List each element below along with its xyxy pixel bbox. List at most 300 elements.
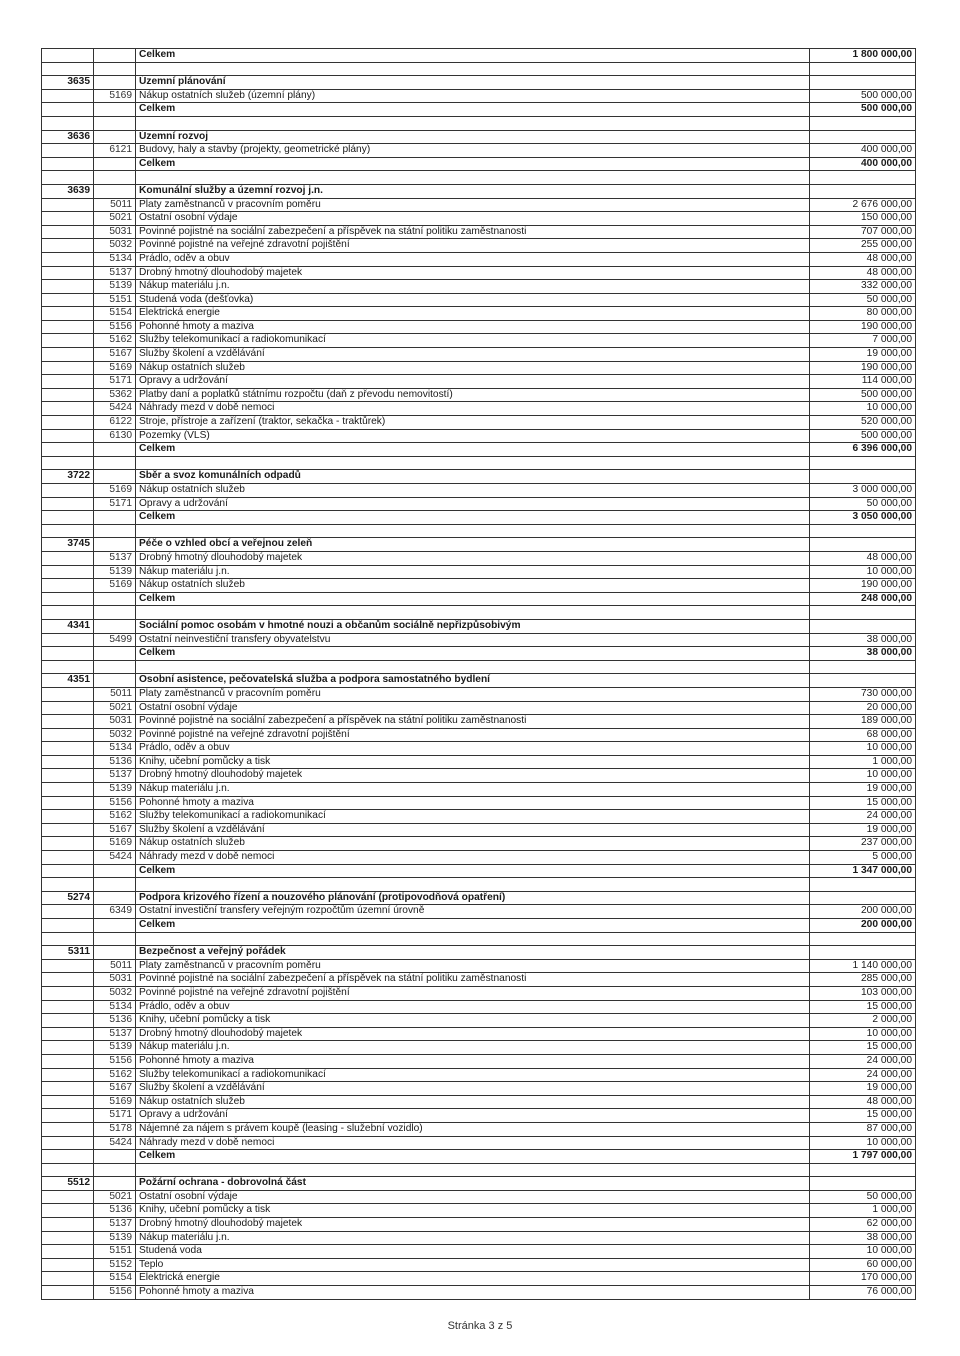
spacer-row xyxy=(42,660,916,674)
item-amount: 1 000,00 xyxy=(810,755,916,769)
item-amount: 48 000,00 xyxy=(810,551,916,565)
item-label: Povinné pojistné na sociální zabezpečení a příspěvek na státní politiku zaměstnanosti xyxy=(136,225,810,239)
budget-table xyxy=(41,48,916,1300)
total-amount: 248 000,00 xyxy=(810,592,916,606)
item-label: Služby telekomunikací a radiokomunikací xyxy=(136,1068,810,1082)
item-amount: 190 000,00 xyxy=(810,579,916,593)
item-code-empty xyxy=(94,919,136,933)
item-label: Drobný hmotný dlouhodobý majetek xyxy=(136,1218,810,1232)
item-row xyxy=(42,293,916,307)
item-label: Ostatní neinvestiční transfery obyvatelstvu xyxy=(136,633,810,647)
item-amount: 24 000,00 xyxy=(810,810,916,824)
item-amount: 190 000,00 xyxy=(810,361,916,375)
empty-cell xyxy=(94,456,136,470)
item-label: Pozemky (VLS) xyxy=(136,429,810,443)
item-label: Pohonné hmoty a maziva xyxy=(136,320,810,334)
item-amount: 10 000,00 xyxy=(810,1027,916,1041)
section-code-empty xyxy=(42,647,94,661)
item-code: 5151 xyxy=(94,1245,136,1259)
item-amount: 48 000,00 xyxy=(810,266,916,280)
empty-cell xyxy=(94,878,136,892)
section-code-empty xyxy=(42,402,94,416)
item-row xyxy=(42,280,916,294)
empty-cell xyxy=(810,116,916,130)
item-label: Nákup ostatních služeb xyxy=(136,1095,810,1109)
empty-cell xyxy=(42,1163,94,1177)
spacer-row xyxy=(42,171,916,185)
section-code-empty xyxy=(42,728,94,742)
item-code: 5171 xyxy=(94,497,136,511)
section-code-empty xyxy=(42,715,94,729)
section-code-empty xyxy=(42,388,94,402)
item-code: 5154 xyxy=(94,1272,136,1286)
item-row xyxy=(42,1190,916,1204)
item-row xyxy=(42,388,916,402)
item-row xyxy=(42,769,916,783)
empty-cell xyxy=(810,660,916,674)
section-code-empty xyxy=(42,280,94,294)
item-amount: 24 000,00 xyxy=(810,1068,916,1082)
section-code-empty xyxy=(42,361,94,375)
section-code: 3639 xyxy=(42,184,94,198)
amount-empty xyxy=(810,184,916,198)
item-row xyxy=(42,810,916,824)
section-code-empty xyxy=(42,252,94,266)
section-code: 3745 xyxy=(42,538,94,552)
item-amount: 7 000,00 xyxy=(810,334,916,348)
section-code-empty xyxy=(42,307,94,321)
empty-cell xyxy=(136,62,810,76)
item-label: Pohonné hmoty a maziva xyxy=(136,1054,810,1068)
section-header-row xyxy=(42,1177,916,1191)
section-code-empty xyxy=(42,157,94,171)
section-header-row xyxy=(42,619,916,633)
section-code-empty xyxy=(42,986,94,1000)
item-amount: 48 000,00 xyxy=(810,1095,916,1109)
item-amount: 707 000,00 xyxy=(810,225,916,239)
item-amount: 2 000,00 xyxy=(810,1014,916,1028)
item-amount: 50 000,00 xyxy=(810,497,916,511)
item-code: 5139 xyxy=(94,783,136,797)
empty-cell xyxy=(136,456,810,470)
section-title: Bezpečnost a veřejný pořádek xyxy=(136,946,810,960)
item-amount: 24 000,00 xyxy=(810,1054,916,1068)
section-code: 3636 xyxy=(42,130,94,144)
amount-empty xyxy=(810,538,916,552)
item-amount: 20 000,00 xyxy=(810,701,916,715)
empty-cell xyxy=(42,606,94,620)
item-amount: 189 000,00 xyxy=(810,715,916,729)
item-code: 5167 xyxy=(94,823,136,837)
empty-cell xyxy=(94,606,136,620)
item-code: 5424 xyxy=(94,402,136,416)
section-code-empty xyxy=(42,375,94,389)
item-label: Povinné pojistné na veřejné zdravotní pojištění xyxy=(136,986,810,1000)
item-code-empty xyxy=(94,891,136,905)
item-row xyxy=(42,416,916,430)
section-code-empty xyxy=(42,551,94,565)
section-header-row xyxy=(42,184,916,198)
item-code-empty xyxy=(94,76,136,90)
empty-cell xyxy=(136,660,810,674)
section-code-empty xyxy=(42,973,94,987)
item-amount: 15 000,00 xyxy=(810,1109,916,1123)
item-code: 5136 xyxy=(94,1014,136,1028)
empty-cell xyxy=(810,62,916,76)
item-amount: 255 000,00 xyxy=(810,239,916,253)
section-code-empty xyxy=(42,348,94,362)
item-label: Nákup materiálu j.n. xyxy=(136,783,810,797)
section-code: 5311 xyxy=(42,946,94,960)
empty-cell xyxy=(94,1163,136,1177)
empty-cell xyxy=(810,524,916,538)
item-label: Opravy a udržování xyxy=(136,497,810,511)
item-label: Platby daní a poplatků státnímu rozpočtu (daň z převodu nemovitostí) xyxy=(136,388,810,402)
amount-empty xyxy=(810,891,916,905)
item-row xyxy=(42,1041,916,1055)
item-row xyxy=(42,361,916,375)
section-title: Požární ochrana - dobrovolná část xyxy=(136,1177,810,1191)
item-amount: 50 000,00 xyxy=(810,293,916,307)
item-code: 5178 xyxy=(94,1122,136,1136)
section-code-empty xyxy=(42,1245,94,1259)
item-row xyxy=(42,823,916,837)
item-row xyxy=(42,973,916,987)
section-header-row xyxy=(42,130,916,144)
item-row xyxy=(42,334,916,348)
item-code: 6122 xyxy=(94,416,136,430)
section-code-empty xyxy=(42,198,94,212)
section-code-empty xyxy=(42,1000,94,1014)
section-code-empty xyxy=(42,919,94,933)
item-code: 5156 xyxy=(94,1054,136,1068)
item-label: Ostatní osobní výdaje xyxy=(136,701,810,715)
section-code-empty xyxy=(42,429,94,443)
item-row xyxy=(42,348,916,362)
item-label: Služby telekomunikací a radiokomunikací xyxy=(136,810,810,824)
item-code: 5162 xyxy=(94,810,136,824)
item-code: 5032 xyxy=(94,728,136,742)
empty-cell xyxy=(136,606,810,620)
item-row xyxy=(42,239,916,253)
item-label: Elektrická energie xyxy=(136,1272,810,1286)
section-code-empty xyxy=(42,633,94,647)
item-amount: 1 140 000,00 xyxy=(810,959,916,973)
total-row xyxy=(42,864,916,878)
item-amount: 150 000,00 xyxy=(810,212,916,226)
section-code-empty xyxy=(42,796,94,810)
item-amount: 60 000,00 xyxy=(810,1258,916,1272)
item-code: 5031 xyxy=(94,973,136,987)
section-code-empty xyxy=(42,851,94,865)
section-code-empty xyxy=(42,742,94,756)
item-amount: 2 676 000,00 xyxy=(810,198,916,212)
item-row xyxy=(42,1204,916,1218)
total-label: Celkem xyxy=(136,103,810,117)
section-code-empty xyxy=(42,511,94,525)
item-code-empty xyxy=(94,619,136,633)
item-label: Opravy a udržování xyxy=(136,1109,810,1123)
section-title: Sběr a svoz komunálních odpadů xyxy=(136,470,810,484)
item-amount: 19 000,00 xyxy=(810,348,916,362)
item-amount: 19 000,00 xyxy=(810,823,916,837)
total-amount: 500 000,00 xyxy=(810,103,916,117)
section-code-empty xyxy=(42,416,94,430)
item-row xyxy=(42,402,916,416)
item-label: Nákup ostatních služeb xyxy=(136,837,810,851)
section-code-empty xyxy=(42,1231,94,1245)
section-code-empty xyxy=(42,443,94,457)
item-code: 5137 xyxy=(94,1218,136,1232)
item-code-empty xyxy=(94,674,136,688)
section-code-empty xyxy=(42,497,94,511)
item-code: 6130 xyxy=(94,429,136,443)
total-amount: 1 800 000,00 xyxy=(810,49,916,63)
item-code-empty xyxy=(94,864,136,878)
item-label: Elektrická energie xyxy=(136,307,810,321)
empty-cell xyxy=(94,116,136,130)
item-amount: 38 000,00 xyxy=(810,1231,916,1245)
item-code: 5169 xyxy=(94,89,136,103)
empty-cell xyxy=(810,1163,916,1177)
section-header-row xyxy=(42,946,916,960)
empty-cell xyxy=(42,524,94,538)
item-code: 5162 xyxy=(94,334,136,348)
spacer-row xyxy=(42,62,916,76)
item-label: Pohonné hmoty a maziva xyxy=(136,1286,810,1300)
item-label: Služby školení a vzdělávání xyxy=(136,348,810,362)
section-code-empty xyxy=(42,1082,94,1096)
empty-cell xyxy=(42,116,94,130)
item-row xyxy=(42,837,916,851)
item-row xyxy=(42,1122,916,1136)
section-code-empty xyxy=(42,579,94,593)
item-row xyxy=(42,429,916,443)
empty-cell xyxy=(136,171,810,185)
item-label: Drobný hmotný dlouhodobý majetek xyxy=(136,266,810,280)
item-code-empty xyxy=(94,184,136,198)
total-label: Celkem xyxy=(136,864,810,878)
item-label: Ostatní osobní výdaje xyxy=(136,1190,810,1204)
item-amount: 87 000,00 xyxy=(810,1122,916,1136)
item-label: Nákup ostatních služeb xyxy=(136,361,810,375)
item-code: 5021 xyxy=(94,701,136,715)
item-row xyxy=(42,728,916,742)
section-header-row xyxy=(42,538,916,552)
item-label: Pohonné hmoty a maziva xyxy=(136,796,810,810)
section-code-empty xyxy=(42,1027,94,1041)
item-code: 5169 xyxy=(94,1095,136,1109)
amount-empty xyxy=(810,76,916,90)
total-row xyxy=(42,49,916,63)
total-amount: 6 396 000,00 xyxy=(810,443,916,457)
empty-cell xyxy=(42,878,94,892)
item-row xyxy=(42,1231,916,1245)
section-code-empty xyxy=(42,1258,94,1272)
item-label: Nákup materiálu j.n. xyxy=(136,280,810,294)
section-code-empty xyxy=(42,837,94,851)
item-amount: 19 000,00 xyxy=(810,783,916,797)
item-code: 5021 xyxy=(94,212,136,226)
item-code: 5169 xyxy=(94,837,136,851)
item-code: 5136 xyxy=(94,1204,136,1218)
item-label: Náhrady mezd v době nemoci xyxy=(136,1136,810,1150)
section-code-empty xyxy=(42,89,94,103)
item-code: 5162 xyxy=(94,1068,136,1082)
item-label: Knihy, učební pomůcky a tisk xyxy=(136,1014,810,1028)
section-code-empty xyxy=(42,823,94,837)
item-label: Prádlo, oděv a obuv xyxy=(136,742,810,756)
item-amount: 10 000,00 xyxy=(810,742,916,756)
item-row xyxy=(42,307,916,321)
item-code: 5137 xyxy=(94,769,136,783)
item-code: 5136 xyxy=(94,755,136,769)
section-code-empty xyxy=(42,810,94,824)
item-amount: 103 000,00 xyxy=(810,986,916,1000)
section-code-empty xyxy=(42,212,94,226)
item-row xyxy=(42,1136,916,1150)
item-amount: 15 000,00 xyxy=(810,796,916,810)
item-code: 5134 xyxy=(94,1000,136,1014)
section-code-empty xyxy=(42,701,94,715)
item-amount: 10 000,00 xyxy=(810,565,916,579)
section-code: 3722 xyxy=(42,470,94,484)
empty-cell xyxy=(810,456,916,470)
empty-cell xyxy=(136,116,810,130)
item-amount: 68 000,00 xyxy=(810,728,916,742)
item-code-empty xyxy=(94,538,136,552)
item-amount: 114 000,00 xyxy=(810,375,916,389)
item-row xyxy=(42,320,916,334)
item-row xyxy=(42,1068,916,1082)
section-code: 4341 xyxy=(42,619,94,633)
item-row xyxy=(42,783,916,797)
item-label: Náhrady mezd v době nemoci xyxy=(136,402,810,416)
item-row xyxy=(42,1000,916,1014)
item-code: 5424 xyxy=(94,1136,136,1150)
item-amount: 10 000,00 xyxy=(810,769,916,783)
item-amount: 15 000,00 xyxy=(810,1041,916,1055)
spacer-row xyxy=(42,932,916,946)
item-label: Ostatní osobní výdaje xyxy=(136,212,810,226)
amount-empty xyxy=(810,1177,916,1191)
item-row xyxy=(42,212,916,226)
section-code-empty xyxy=(42,783,94,797)
section-code-empty xyxy=(42,565,94,579)
item-amount: 3 000 000,00 xyxy=(810,484,916,498)
item-row xyxy=(42,986,916,1000)
item-row xyxy=(42,1258,916,1272)
section-header-row xyxy=(42,891,916,905)
section-header-row xyxy=(42,674,916,688)
amount-empty xyxy=(810,130,916,144)
item-amount: 80 000,00 xyxy=(810,307,916,321)
section-code: 5274 xyxy=(42,891,94,905)
section-code-empty xyxy=(42,1136,94,1150)
section-title: Péče o vzhled obcí a veřejnou zeleň xyxy=(136,538,810,552)
item-code: 5171 xyxy=(94,375,136,389)
item-code: 5152 xyxy=(94,1258,136,1272)
item-row xyxy=(42,252,916,266)
item-row xyxy=(42,1095,916,1109)
item-code: 5137 xyxy=(94,266,136,280)
item-label: Povinné pojistné na veřejné zdravotní pojištění xyxy=(136,239,810,253)
item-row xyxy=(42,579,916,593)
item-label: Stroje, přístroje a zařízení (traktor, sekačka - traktůrek) xyxy=(136,416,810,430)
total-row xyxy=(42,919,916,933)
item-code: 5424 xyxy=(94,851,136,865)
section-code-empty xyxy=(42,687,94,701)
section-title: Podpora krizového řízení a nouzového plánování (protipovodňová opatření) xyxy=(136,891,810,905)
item-code-empty xyxy=(94,946,136,960)
spacer-row xyxy=(42,116,916,130)
item-amount: 500 000,00 xyxy=(810,429,916,443)
item-row xyxy=(42,742,916,756)
empty-cell xyxy=(94,62,136,76)
item-label: Platy zaměstnanců v pracovním poměru xyxy=(136,687,810,701)
item-row xyxy=(42,89,916,103)
item-amount: 400 000,00 xyxy=(810,144,916,158)
spacer-row xyxy=(42,1163,916,1177)
item-label: Drobný hmotný dlouhodobý majetek xyxy=(136,769,810,783)
item-label: Nájemné za nájem s právem koupě (leasing - služební vozidlo) xyxy=(136,1122,810,1136)
item-code-empty xyxy=(94,511,136,525)
item-row xyxy=(42,551,916,565)
total-row xyxy=(42,511,916,525)
item-row xyxy=(42,198,916,212)
section-code-empty xyxy=(42,1054,94,1068)
empty-cell xyxy=(94,932,136,946)
item-code-empty xyxy=(94,592,136,606)
item-row xyxy=(42,497,916,511)
item-label: Drobný hmotný dlouhodobý majetek xyxy=(136,1027,810,1041)
empty-cell xyxy=(136,932,810,946)
amount-empty xyxy=(810,674,916,688)
item-row xyxy=(42,755,916,769)
section-title: Územní plánování xyxy=(136,76,810,90)
total-row xyxy=(42,592,916,606)
item-label: Nákup materiálu j.n. xyxy=(136,1041,810,1055)
item-code: 5139 xyxy=(94,1231,136,1245)
item-row xyxy=(42,375,916,389)
total-row xyxy=(42,647,916,661)
item-row xyxy=(42,715,916,729)
section-code-empty xyxy=(42,1272,94,1286)
section-code-empty xyxy=(42,769,94,783)
item-label: Povinné pojistné na sociální zabezpečení a příspěvek na státní politiku zaměstnanosti xyxy=(136,715,810,729)
section-code-empty xyxy=(42,755,94,769)
item-label: Drobný hmotný dlouhodobý majetek xyxy=(136,551,810,565)
section-code-empty xyxy=(42,334,94,348)
empty-cell xyxy=(42,932,94,946)
item-code: 5032 xyxy=(94,239,136,253)
section-code: 5512 xyxy=(42,1177,94,1191)
item-amount: 10 000,00 xyxy=(810,1245,916,1259)
section-code-empty xyxy=(42,1095,94,1109)
item-code: 5011 xyxy=(94,687,136,701)
item-label: Studená voda (dešťovka) xyxy=(136,293,810,307)
item-label: Nákup ostatních služeb xyxy=(136,484,810,498)
item-code-empty xyxy=(94,130,136,144)
total-label: Celkem xyxy=(136,1150,810,1164)
item-code: 5137 xyxy=(94,551,136,565)
empty-cell xyxy=(810,606,916,620)
item-row xyxy=(42,1286,916,1300)
spacer-row xyxy=(42,524,916,538)
total-row xyxy=(42,157,916,171)
item-code: 5134 xyxy=(94,252,136,266)
section-code-empty xyxy=(42,266,94,280)
